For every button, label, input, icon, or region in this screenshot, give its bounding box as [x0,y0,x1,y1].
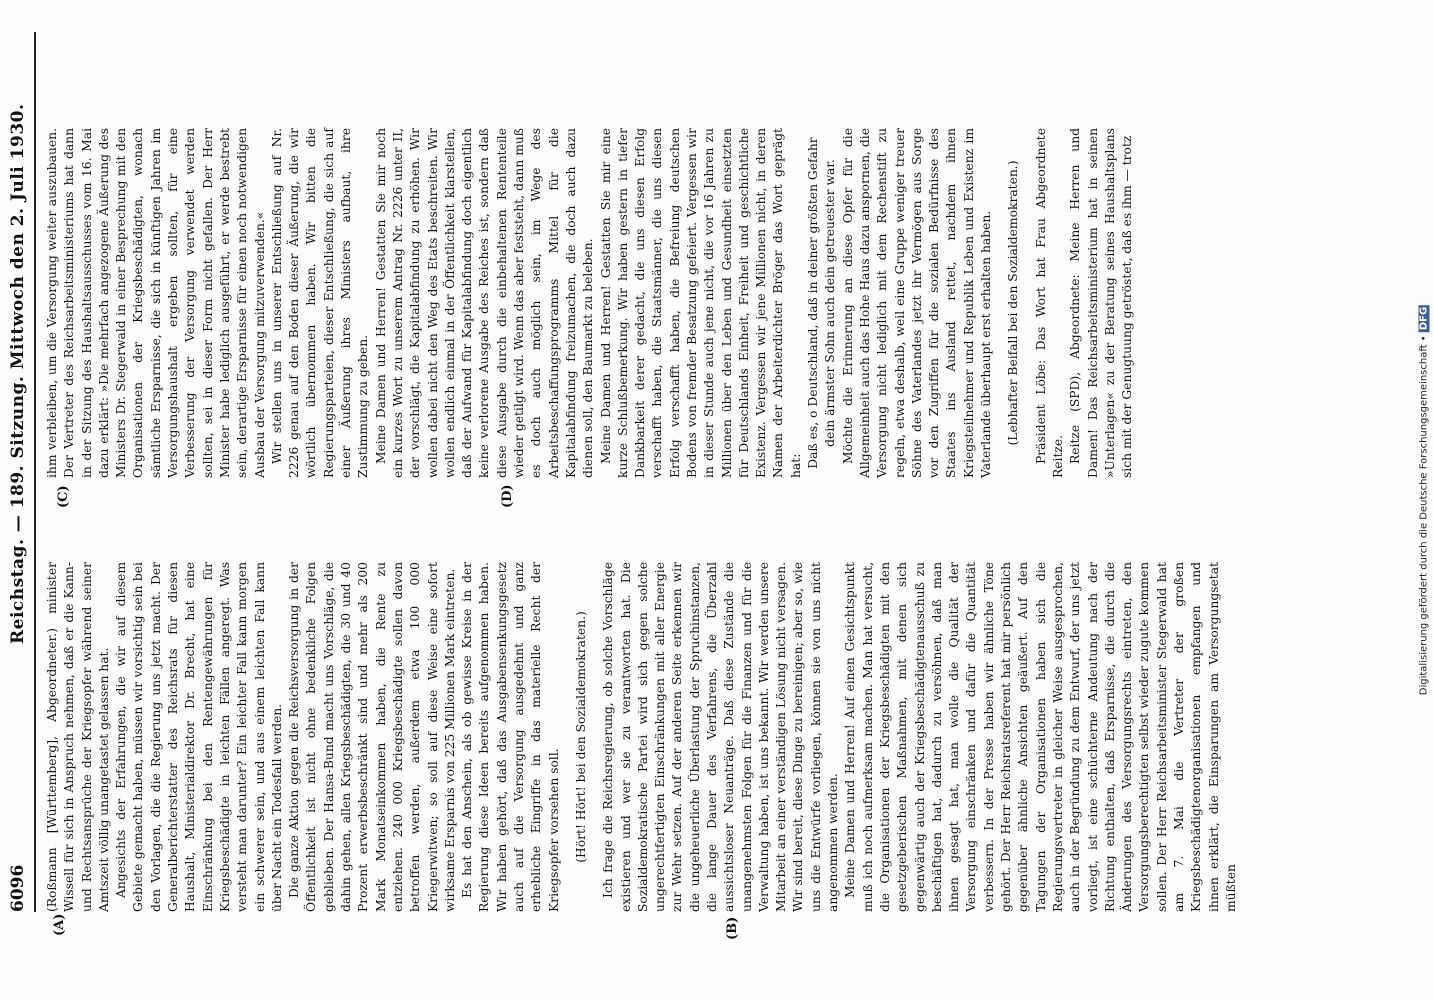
applause-note: (Lebhafter Beifall bei den Sozialdemokraten.) [1006,160,1021,446]
paragraph: Die ganze Aktion gegen die Reichsversorgung in der Öffentlichkeit ist nicht ohne bedenkliche Folgen geblieben. Der Hansa-Bund macht uns Vorschläge, die dahin gehen, allen Kriegsbeschädigten, die 30 und 40 Prozent erwerbsbeschränkt sind und mehr als 200 Mark Monatseinkommen haben, die Rente zu entziehen. 240 000 Kriegsbeschädigte sollen davon betroffen werden, außerdem etwa 100 000 Kriegerwitwen; so soll auf diese Weise eine sofort wirksame Ersparnis von 225 Millionen Mark eintreten. [287,562,457,912]
paragraph: Es hat den Anschein, als ob gewisse Kreise in der Regierung diese Ideen bereits aufgenommen haben. Wir haben gehört, daß das Ausgabensenkungsgesetz auch auf die Versorgung ausgedehnt und ganz erhebliche Eingriffe in das materielle Recht der Kriegsopfer vorsehen soll. [460,562,561,912]
page-number: 6096 [8,864,28,912]
paragraph: Meine Damen und Herren! Gestatten Sie mir noch ein kurzes Wort zu unserem Antrag Nr. 2226 unter II, der vorschlägt, die Kapitalabfindung zu erhöhen. Wir wollen dabei nicht den Weg des Etats beschreiten. Wir wollen endlich einmal in der Öffentlichkeit klarstellen, daß der Aufwand für Kapitalabfindung doch eigentlich keine verlorene Ausgabe des Reiches ist, sondern daß diese Ausgabe durch die einbehaltenen Rententeile wieder getilgt wird. Wenn das aber feststeht, dann muß es doch auch möglich sein, im Wege des Arbeitsbeschaffungsprogramms Mittel für die Kapitalabfindung freizumachen, die doch auch dazu dienen soll, den Baumarkt zu beleben. [373,128,596,478]
paragraph: Ich frage die Reichsregierung, ob solche Vorschläge existieren und wer sie zu verantworten hat. Die Sozialdemokratische Partei wird sich gegen solche ungerechtfertigten Einschränkungen mit aller Energie zur Wehr setzen. Auf der anderen Seite erkennen wir die ungeheuerliche Überlastung der Spruchinstanzen, die lange Dauer des Verfahrens, die Überzahl aussichtsloser Neuanträge. Daß diese Zustände die unangenehmsten Folgen für die Finanzen und für die Verwaltung haben, ist uns bekannt. Wir werden unsere Mitarbeit an einer verständigen Lösung nicht versagen. Wir sind bereit, diese Dinge zu bereinigen; aber so, wie uns die Entwürfe vorliegen, können sie von uns nicht angenommen werden. [601,562,841,912]
paragraph: (Roßmann [Württemberg], Abgeordneter.) minister Wissell für sich in Anspruch nehmen, daß er die Kann- und Rechtsansprüche der Kriegsopfer während seiner Amtszeit völlig unangetastet gelassen hat. [45,562,111,912]
running-title: Reichstag. — 189. Sitzung. Mittwoch den 2. Juli 1930. [8,103,28,644]
left-column [44,562,1240,912]
digitization-caption [1419,305,1430,695]
right-column [44,128,1136,478]
margin-marker-d: (D) [500,484,515,508]
margin-marker-a: (A) [52,913,67,936]
paragraph: ihm verbleiben, um die Versorgung weiter auszubauen. Der Vertreter des Reichsarbeitsministeriums hat dann in der Sitzung des Haushaltsausschusses vom 16. Mai dazu erklärt: »Die mehrfach angezogene Äußerung des Ministers Dr. Stegerwald in einer Besprechung mit den Organisationen der Kriegsbeschädigten, wonach sämtliche Ersparnisse, die sich in künftigen Jahren im Versorgungshaushalt ergeben sollten, für eine Verbesserung der Versorgung verwendet werden sollten, sei in dieser Form nicht gefallen. Der Herr Minister habe lediglich ausgeführt, er werde bestrebt sein, derartige Ersparnisse für einen noch notwendigen Ausbau der Versorgung mitzuverwenden.« [45,128,267,478]
dfg-logo: DFG [1418,306,1430,331]
header-rule [34,32,36,912]
paragraph: Reitze (SPD), Abgeordnete: Meine Herren und Damen! Das Reichsarbeitsministerium hat in seinen »Unterlagen« zu der Beratung seines Haushaltsplans sich mit der Genugtuung getröstet, daß es ihm — trotz [1068,128,1135,478]
margin-marker-b: (B) [725,916,740,940]
caption-text: Digitalisierung gefördert durch die Deutsche Forschungsgemeinschaft • [1418,335,1430,696]
paragraph: Meine Damen und Herren! Gestatten Sie mir eine kurze Schlußbemerkung. Wir haben gestern in tiefer Dankbarkeit derer gedacht, die uns diesen Erfolg verschafft haben, die Staatsmänner, die uns diesen Erfolg verschafft haben, die Befreiung deutschen Bodens von fremder Besatzung gefeiert. Vergessen wir in dieser Stunde auch jene nicht, die vor 16 Jahren zu Millionen über den Leben und Gesundheit einsetzten für Deutschlands Einheit, Freiheit und geschichtliche Existenz. Vergessen wir jene Millionen nicht, in deren Namen der Arbeiterdichter Bröger das Wort geprägt hat: [598,128,803,478]
page-header [0,32,34,912]
paragraph: Präsident Löbe: Das Wort hat Frau Abgeordnete Reitze. [1033,128,1065,478]
paragraph: Wir stellen uns in unserer Entschließung auf Nr. 2226 genau auf den Boden dieser Äußerung, die wir wörtlich übernommen haben. Wir bitten die Regierungsparteien, dieser Entschließung, die sich auf einer Äußerung ihres Ministers aufbaut, ihre Zustimmung zu geben. [269,128,371,478]
quotation: Daß es, o Deutschland, daß in deiner größten Gefahr dein ärmster Sohn auch dein getreuester war. [806,137,838,469]
interjection: (Hört! Hört! bei den Sozialdemokraten.) [573,611,588,863]
paragraph: Angesichts der Erfahrungen, die wir auf diesem Gebiete gemacht haben, müssen wir vorsichtig sein bei den Vorlagen, die die Regierung uns jetzt macht. Der Generalberichterstatter des Reichsrats für diesen Haushalt, Ministerialdirektor Dr. Brecht, hat eine Einschränkung bei den Rentengewährungen für Kriegsbeschädigte in leichten Fällen angeregt. Was versteht man darunter? Ein leichter Fall kann morgen ein schwerer sein, und aus einem leichten Fall kann über Nacht ein Todesfall werden. [114,562,284,912]
paragraph: Meine Damen und Herren! Auf einen Gesichtspunkt muß ich noch aufmerksam machen. Man hat versucht, die Organisationen der Kriegsbeschädigten mit den gesetzgeberischen Maßnahmen, mit denen sich gegenwärtig auch der Kriegsbeschädigtenausschuß zu beschäftigen hat, dadurch zu versöhnen, daß man ihnen gesagt hat, man wolle die Qualität der Versorgung einschränken und dafür die Quantität verbessern. In der Presse haben wir ähnliche Töne gehört. Der Herr Reichsratsreferent hat mir persönlich gegenüber ähnliche Ansichten geäußert. Auf den Tagungen der Organisationen haben sich die Regierungsvertreter in gleicher Weise ausgesprochen, auch in der Begründung zu dem Entwurf, der uns jetzt vorliegt, ist eine schüchterne Andeutung nach der Richtung enthalten, daß Ersparnisse, die durch die Änderungen des Versorgungsrechts eintreten, den Versorgungsberechtigten selbst wieder zugute kommen sollen. Der Herr Reichsarbeitsminister Stegerwald hat am 7. Mai die Vertreter der großen Kriegsbeschädigtenorganisationen empfangen und ihnen erklärt, die Einsparungen am Versorgungsetat müßten [843,562,1238,912]
paragraph: Möchte die Erinnerung an diese Opfer für die Allgemeinheit auch das Hohe Haus dazu anspornen, die Versorgung nicht lediglich mit dem Rechenstift zu regeln, etwa deshalb, weil eine Gruppe weniger treuer Söhne des Vaterlandes jetzt ihr Vermögen aus Sorge vor den Zugriffen für die sozialen Bedürfnisse des Staates ins Ausland rettet, nachdem ihnen Kriegsteilnehmer und Republik Leben und Existenz im Vaterlande überhaupt erst erhalten haben. [840,128,994,478]
margin-marker-c: (C) [56,485,71,508]
